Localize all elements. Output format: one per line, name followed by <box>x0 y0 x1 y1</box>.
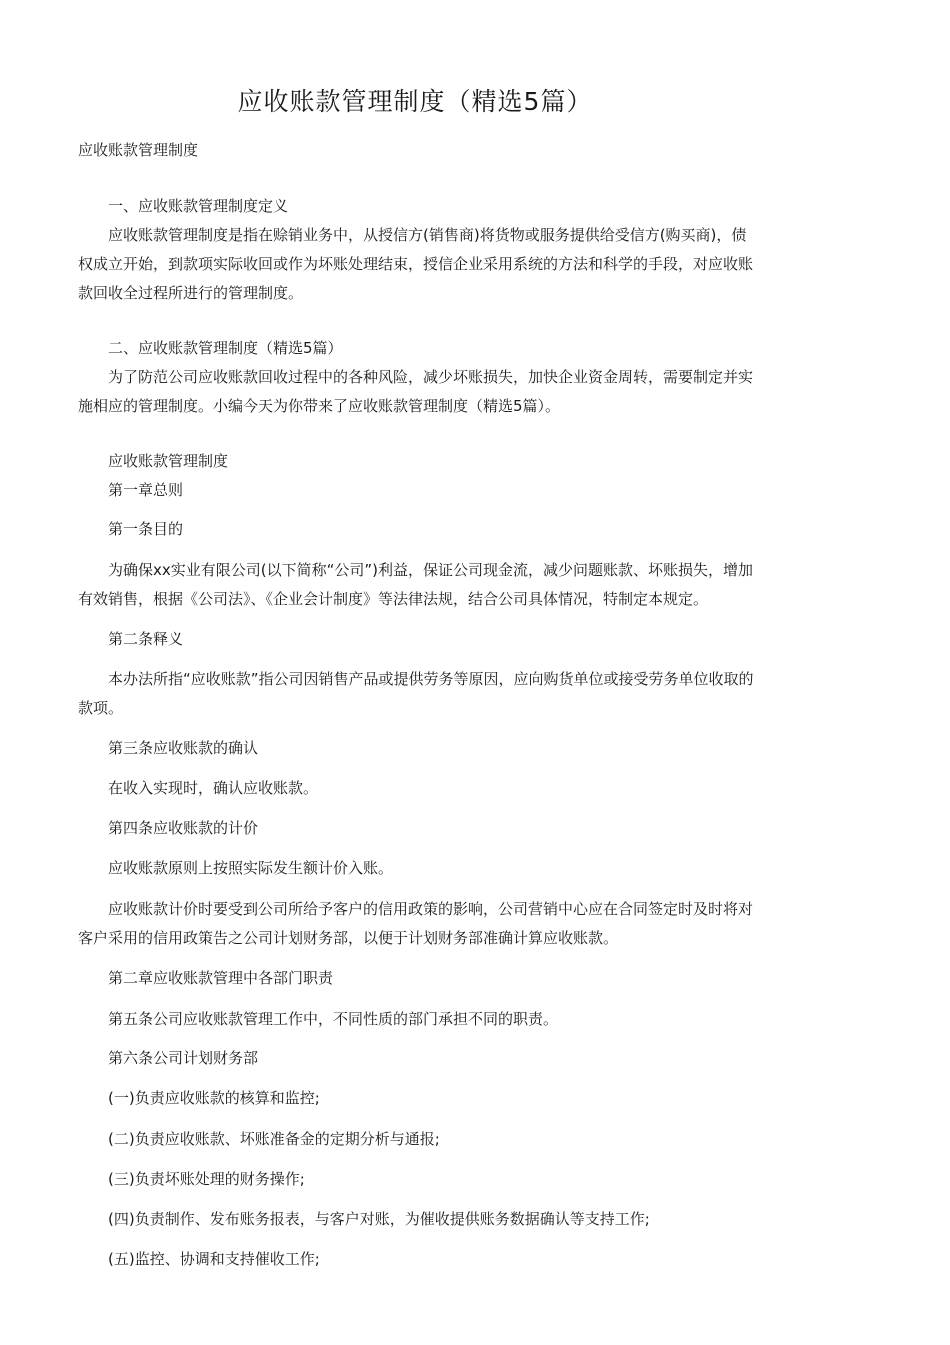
paragraph-line: 为确保xx实业有限公司(以下简称“公司”)利益，保证公司现金流，减少问题账款、坏账损失，增加 <box>108 561 754 579</box>
paragraph-line: 应收账款计价时要受到公司所给予客户的信用政策的影响，公司营销中心应在合同签定时及时将对 <box>108 900 754 918</box>
paragraph-line: (四)负责制作、发布账务报表，与客户对账，为催收提供账务数据确认等支持工作; <box>108 1210 650 1228</box>
paragraph-line: 在收入实现时，确认应收账款。 <box>108 779 319 797</box>
paragraph-line: 应收账款管理制度是指在赊销业务中，从授信方(销售商)将货物或服务提供给受信方(购买商)，债 <box>108 226 747 244</box>
paragraph-line: 第五条公司应收账款管理工作中，不同性质的部门承担不同的职责。 <box>108 1010 559 1028</box>
paragraph-line: 施相应的管理制度。小编今天为你带来了应收账款管理制度（精选5篇）。 <box>78 397 561 415</box>
paragraph-line: 权成立开始，到款项实际收回或作为坏账处理结束，授信企业采用系统的方法和科学的手段，对应收账 <box>78 255 754 273</box>
document-title: 应收账款管理制度（精选5篇） <box>237 87 593 116</box>
paragraph-line: 第一条目的 <box>108 520 184 538</box>
paragraph-line: 第二章应收账款管理中各部门职责 <box>108 969 334 987</box>
paragraph-line: 款项。 <box>78 699 124 717</box>
paragraph-line: 本办法所指“应收账款”指公司因销售产品或提供劳务等原因，应向购货单位或接受劳务单位收取的 <box>108 670 754 688</box>
paragraph-line: 第六条公司计划财务部 <box>108 1049 259 1067</box>
paragraph-line: 客户采用的信用政策告之公司计划财务部，以便于计划财务部准确计算应收账款。 <box>78 929 619 947</box>
paragraph-line: (五)监控、协调和支持催收工作; <box>108 1250 320 1268</box>
paragraph-line: 为了防范公司应收账款回收过程中的各种风险，减少坏账损失，加快企业资金周转，需要制定并实 <box>108 368 754 386</box>
paragraph-line: 一、应收账款管理制度定义 <box>108 197 289 215</box>
paragraph-line: 应收账款原则上按照实际发生额计价入账。 <box>108 859 394 877</box>
paragraph-line: 第三条应收账款的确认 <box>108 739 259 757</box>
paragraph-line: (一)负责应收账款的核算和监控; <box>108 1089 320 1107</box>
paragraph-line: 第二条释义 <box>108 630 184 648</box>
paragraph-line: 款回收全过程所进行的管理制度。 <box>78 284 304 302</box>
paragraph-line: 第一章总则 <box>108 481 184 499</box>
paragraph-line: 第四条应收账款的计价 <box>108 819 259 837</box>
paragraph-line: (二)负责应收账款、坏账准备金的定期分析与通报; <box>108 1130 440 1148</box>
paragraph-line: (三)负责坏账处理的财务操作; <box>108 1170 305 1188</box>
paragraph-line: 应收账款管理制度 <box>78 141 199 159</box>
paragraph-line: 有效销售，根据《公司法》、《企业会计制度》等法律法规，结合公司具体情况，特制定本规定。 <box>78 590 709 608</box>
paragraph-line: 应收账款管理制度 <box>108 452 229 470</box>
paragraph-line: 二、应收账款管理制度（精选5篇） <box>108 339 343 357</box>
